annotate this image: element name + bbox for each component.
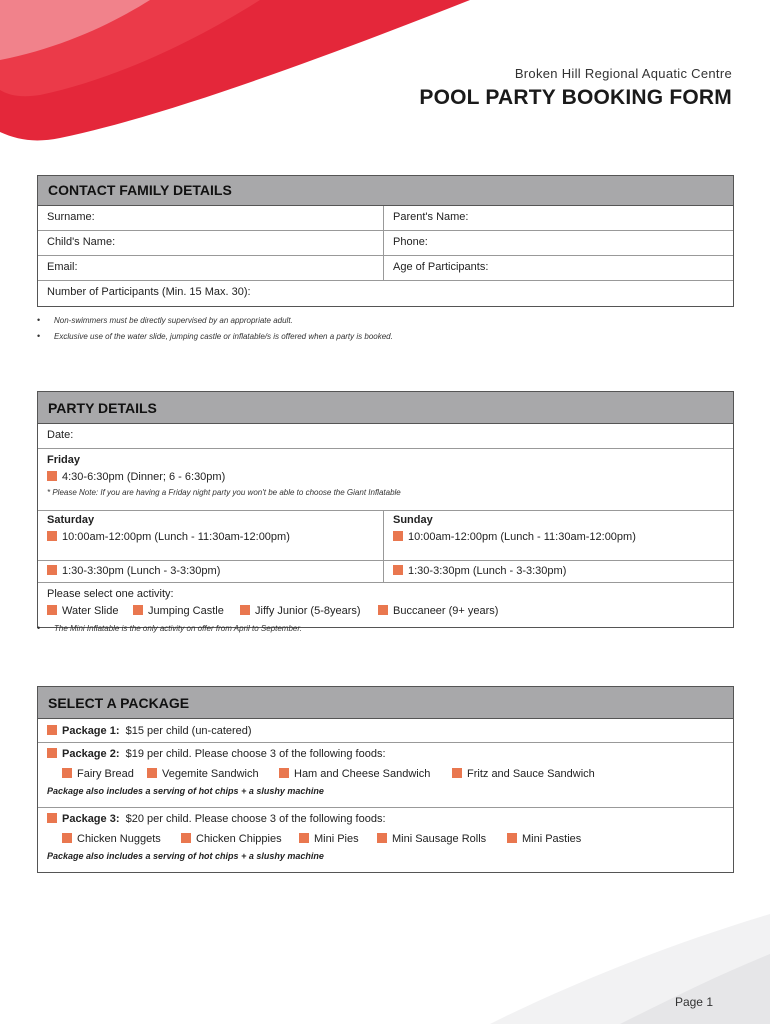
food-option-mini-pies[interactable]: Mini Pies (299, 829, 359, 849)
contact-heading: CONTACT FAMILY DETAILS (38, 176, 733, 206)
checkbox-icon[interactable] (47, 531, 57, 541)
email-field[interactable]: Email: (47, 261, 78, 273)
checkbox-icon[interactable] (47, 471, 57, 481)
centre-name: Broken Hill Regional Aquatic Centre (514, 66, 732, 81)
date-field[interactable]: Date: (47, 429, 74, 441)
activity-option-buccaneer[interactable]: Buccaneer (9+ years) (378, 601, 498, 621)
age-field[interactable]: Age of Participants: (383, 256, 733, 280)
checkbox-icon[interactable] (47, 605, 57, 615)
food-option-vegemite-sandwich[interactable]: Vegemite Sandwich (147, 764, 259, 784)
checkbox-icon[interactable] (47, 725, 57, 735)
package-section (37, 686, 734, 873)
food-option-fairy-bread[interactable]: Fairy Bread (62, 764, 134, 784)
note-item: • Non-swimmers must be directly supervised by an appropriate adult. (37, 316, 393, 325)
note-item: • The Mini Inflatable is the only activity on offer from April to September. (37, 624, 302, 633)
activity-option-water-slide[interactable]: Water Slide (47, 601, 118, 621)
food-option-mini-pasties[interactable]: Mini Pasties (507, 829, 581, 849)
checkbox-icon[interactable] (299, 833, 309, 843)
checkbox-icon[interactable] (181, 833, 191, 843)
checkbox-icon[interactable] (47, 565, 57, 575)
checkbox-icon[interactable] (378, 605, 388, 615)
checkbox-icon[interactable] (62, 768, 72, 778)
checkbox-icon[interactable] (62, 833, 72, 843)
page-title: POOL PARTY BOOKING FORM (419, 86, 732, 109)
checkbox-icon[interactable] (393, 531, 403, 541)
party-heading: PARTY DETAILS (38, 392, 733, 424)
checkbox-icon[interactable] (507, 833, 517, 843)
surname-field[interactable]: Surname: (47, 211, 95, 223)
activity-option-jiffy-junior[interactable]: Jiffy Junior (5-8years) (240, 601, 361, 621)
friday-slot-option[interactable]: 4:30-6:30pm (Dinner; 6 - 6:30pm) (47, 467, 724, 487)
sunday-slot-option[interactable]: 1:30-3:30pm (Lunch - 3-3:30pm) (393, 561, 724, 581)
checkbox-icon[interactable] (47, 813, 57, 823)
checkbox-icon[interactable] (133, 605, 143, 615)
food-option-fritz-sauce-sandwich[interactable]: Fritz and Sauce Sandwich (452, 764, 595, 784)
food-option-mini-sausage-rolls[interactable]: Mini Sausage Rolls (377, 829, 486, 849)
contact-section (37, 175, 734, 307)
checkbox-icon[interactable] (452, 768, 462, 778)
saturday-label: Saturday (47, 514, 95, 526)
sunday-slot-option[interactable]: 10:00am-12:00pm (Lunch - 11:30am-12:00pm) (393, 527, 724, 547)
childs-name-field[interactable]: Child's Name: (47, 236, 116, 248)
checkbox-icon[interactable] (47, 748, 57, 758)
checkbox-icon[interactable] (240, 605, 250, 615)
party-notes (37, 624, 302, 640)
activity-option-jumping-castle[interactable]: Jumping Castle (133, 601, 224, 621)
party-section (37, 391, 734, 628)
checkbox-icon[interactable] (279, 768, 289, 778)
food-option-chicken-nuggets[interactable]: Chicken Nuggets (62, 829, 161, 849)
participants-field[interactable]: Number of Participants (Min. 15 Max. 30): (47, 286, 251, 298)
checkbox-icon[interactable] (147, 768, 157, 778)
package-heading: SELECT A PACKAGE (38, 687, 733, 719)
footer-decoration (450, 914, 770, 1024)
food-option-ham-cheese-sandwich[interactable]: Ham and Cheese Sandwich (279, 764, 430, 784)
package-3-option[interactable]: Package 3: $20 per child. Please choose 3 of the following foods: (47, 809, 724, 829)
phone-field[interactable]: Phone: (383, 231, 733, 255)
package-3-note: Package also includes a serving of hot chips + a slushy machine (47, 851, 324, 861)
saturday-slot-option[interactable]: 10:00am-12:00pm (Lunch - 11:30am-12:00pm) (47, 527, 374, 547)
note-item: • Exclusive use of the water slide, jumping castle or inflatable/s is offered when a party is booked. (37, 332, 393, 341)
contact-notes (37, 316, 393, 348)
activity-prompt: Please select one activity: (47, 588, 174, 600)
parents-name-field[interactable]: Parent's Name: (383, 206, 733, 230)
package-2-note: Package also includes a serving of hot chips + a slushy machine (47, 786, 324, 796)
checkbox-icon[interactable] (393, 565, 403, 575)
food-option-chicken-chippies[interactable]: Chicken Chippies (181, 829, 282, 849)
checkbox-icon[interactable] (377, 833, 387, 843)
friday-note: * Please Note: If you are having a Friday night party you won't be able to choose the Giant Inflatable (47, 488, 401, 497)
package-1-option[interactable]: Package 1: $15 per child (un-catered) (47, 721, 724, 741)
page-number: Page 1 (674, 995, 713, 1009)
saturday-slot-option[interactable]: 1:30-3:30pm (Lunch - 3-3:30pm) (47, 561, 374, 581)
friday-label: Friday (47, 454, 81, 466)
header-decoration (0, 0, 470, 145)
package-2-option[interactable]: Package 2: $19 per child. Please choose 3 of the following foods: (47, 744, 724, 764)
sunday-label: Sunday (393, 514, 433, 526)
